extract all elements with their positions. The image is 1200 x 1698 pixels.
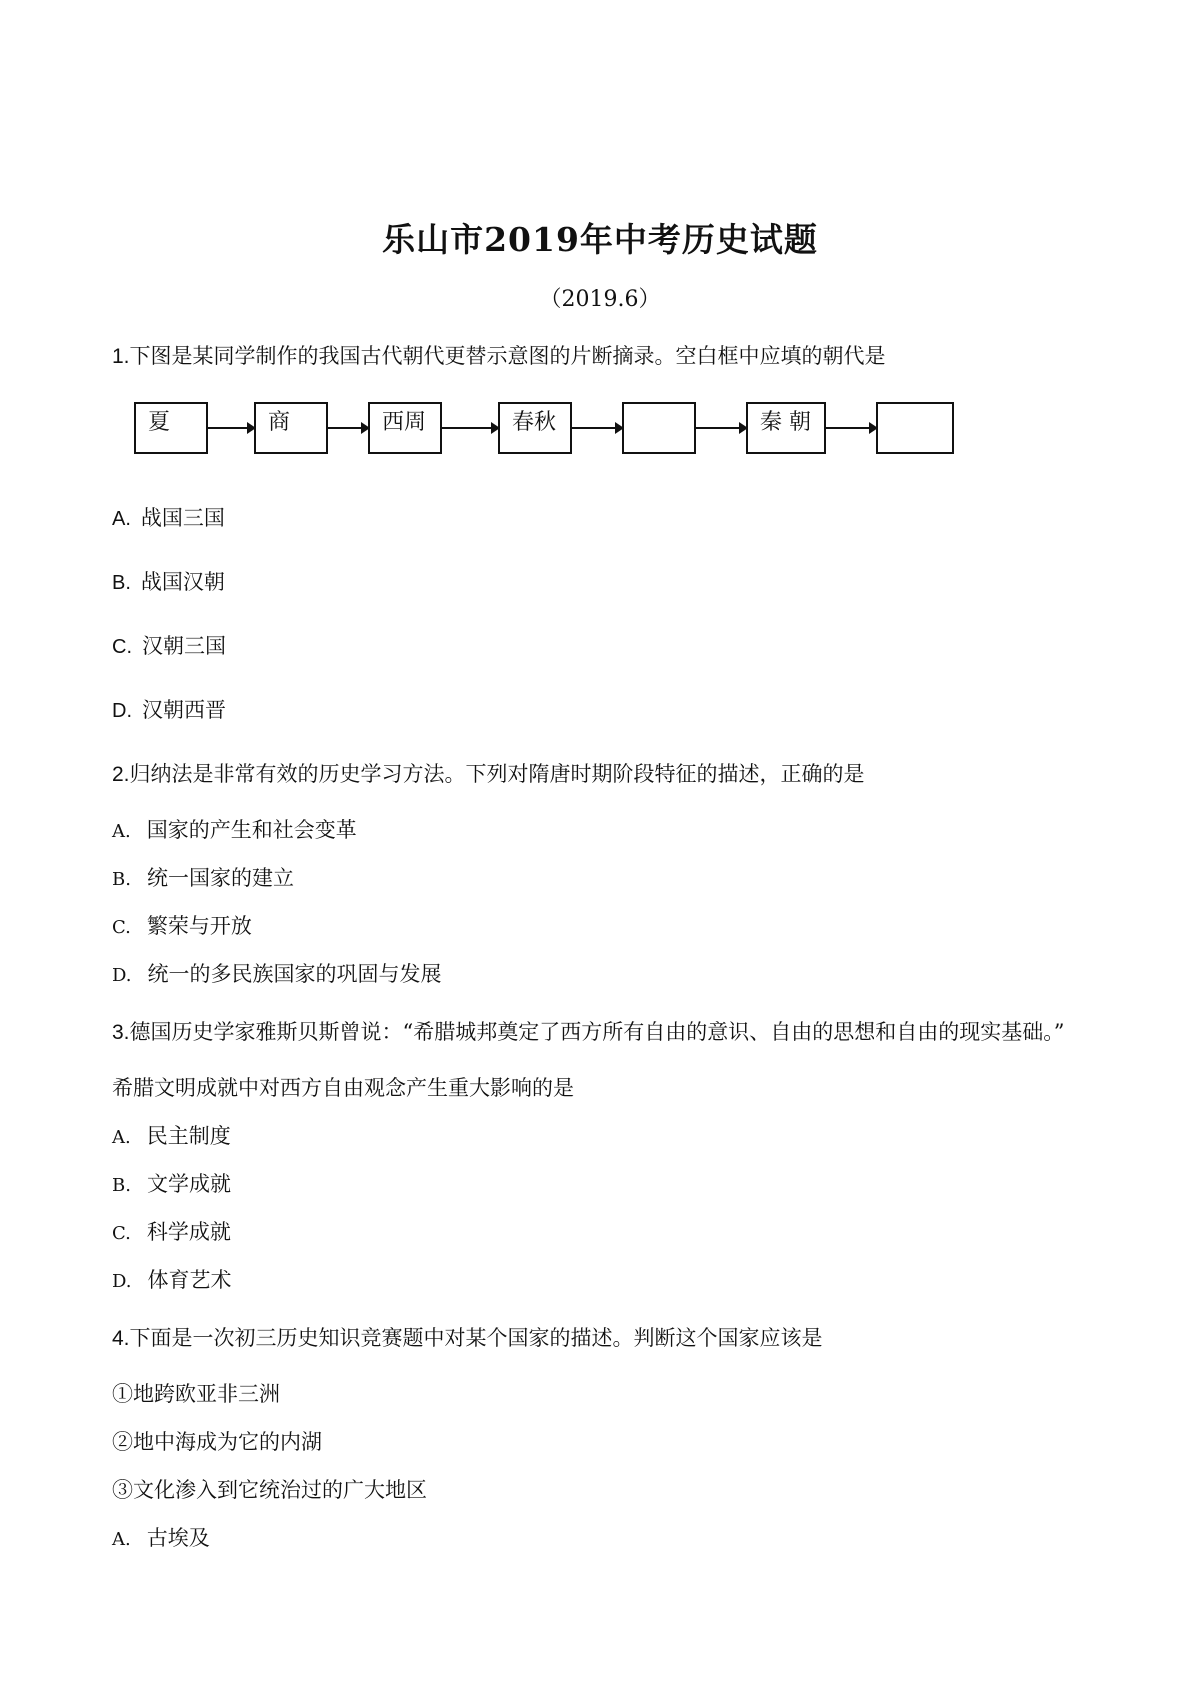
question-text: 德国历史学家雅斯贝斯曾说：“希腊城邦奠定了西方所有自由的意识、自由的思想和自由的现实基础。”: [129, 1020, 1065, 1044]
option-d: [112, 958, 442, 988]
option-label: B.: [112, 869, 131, 890]
option-label: B.: [112, 1175, 131, 1196]
option-c: [112, 1216, 231, 1246]
option-text: 体育艺术: [147, 1268, 232, 1292]
option-c: [112, 630, 226, 660]
option-text: 汉朝三国: [142, 634, 226, 658]
dynasty-box: 秦 朝: [746, 402, 826, 454]
option-a: [112, 814, 357, 844]
option-c: [112, 910, 252, 940]
option-label: C.: [112, 1223, 131, 1244]
question-text: 下图是某同学制作的我国古代朝代更替示意图的片断摘录。空白框中应填的朝代是: [129, 344, 886, 368]
arrow-icon: [328, 427, 368, 429]
dynasty-box-blank: [876, 402, 954, 454]
option-label: A.: [112, 1127, 131, 1148]
question-text: 希腊文明成就中对西方自由观念产生重大影响的是: [112, 1076, 574, 1100]
question-number: 2.: [112, 763, 130, 786]
option-a: [112, 502, 225, 532]
option-b: [112, 566, 225, 596]
arrow-icon: [826, 427, 876, 429]
question-1: [112, 340, 886, 370]
question-4: [112, 1322, 823, 1352]
option-text: 繁荣与开放: [146, 914, 252, 938]
dynasty-box: 西周: [368, 402, 442, 454]
question-number: 3.: [112, 1021, 130, 1044]
option-text: 民主制度: [146, 1124, 231, 1148]
option-text: 汉朝西晋: [142, 698, 226, 722]
arrow-icon: [572, 427, 622, 429]
option-label: A.: [112, 1529, 131, 1550]
option-text: 科学成就: [146, 1220, 231, 1244]
question-4-item: ③文化渗入到它统治过的广大地区: [112, 1478, 427, 1502]
option-b: [112, 862, 294, 892]
question-4-item: ①地跨欧亚非三洲: [112, 1382, 280, 1406]
option-text: 统一国家的建立: [146, 866, 294, 890]
question-text: 下面是一次初三历史知识竞赛题中对某个国家的描述。判断这个国家应该是: [129, 1326, 823, 1350]
option-label: D.: [112, 700, 132, 722]
option-label: C.: [112, 917, 131, 938]
question-number: 1.: [112, 345, 130, 368]
option-text: 战国三国: [140, 506, 225, 530]
option-label: D.: [112, 1271, 132, 1292]
arrow-icon: [208, 427, 254, 429]
option-a: [112, 1522, 210, 1552]
option-b: [112, 1168, 231, 1198]
option-d: [112, 694, 226, 724]
option-text: 统一的多民族国家的巩固与发展: [147, 962, 442, 986]
option-label: A.: [112, 508, 131, 530]
option-label: A.: [112, 821, 131, 842]
option-text: 文学成就: [146, 1172, 231, 1196]
arrow-icon: [696, 427, 746, 429]
exam-date: （2019.6）: [539, 287, 661, 312]
question-text: 归纳法是非常有效的历史学习方法。下列对隋唐时期阶段特征的描述，正确的是: [129, 762, 865, 786]
question-3: [112, 1016, 1064, 1046]
option-label: C.: [112, 636, 132, 658]
dynasty-box: 春秋: [498, 402, 572, 454]
option-text: 古埃及: [146, 1526, 210, 1550]
question-4-item: ②地中海成为它的内湖: [112, 1430, 322, 1454]
option-a: [112, 1120, 231, 1150]
option-text: 国家的产生和社会变革: [146, 818, 357, 842]
question-number: 4.: [112, 1327, 130, 1350]
arrow-icon: [442, 427, 498, 429]
option-d: [112, 1264, 232, 1294]
page-title: 乐山市2019年中考历史试题: [382, 220, 818, 259]
question-2: [112, 758, 865, 788]
question-3-continued: [112, 1072, 574, 1102]
dynasty-box: 夏: [134, 402, 208, 454]
option-text: 战国汉朝: [140, 570, 225, 594]
dynasty-box: 商: [254, 402, 328, 454]
dynasty-box-blank: [622, 402, 696, 454]
option-label: D.: [112, 965, 132, 986]
option-label: B.: [112, 572, 131, 594]
